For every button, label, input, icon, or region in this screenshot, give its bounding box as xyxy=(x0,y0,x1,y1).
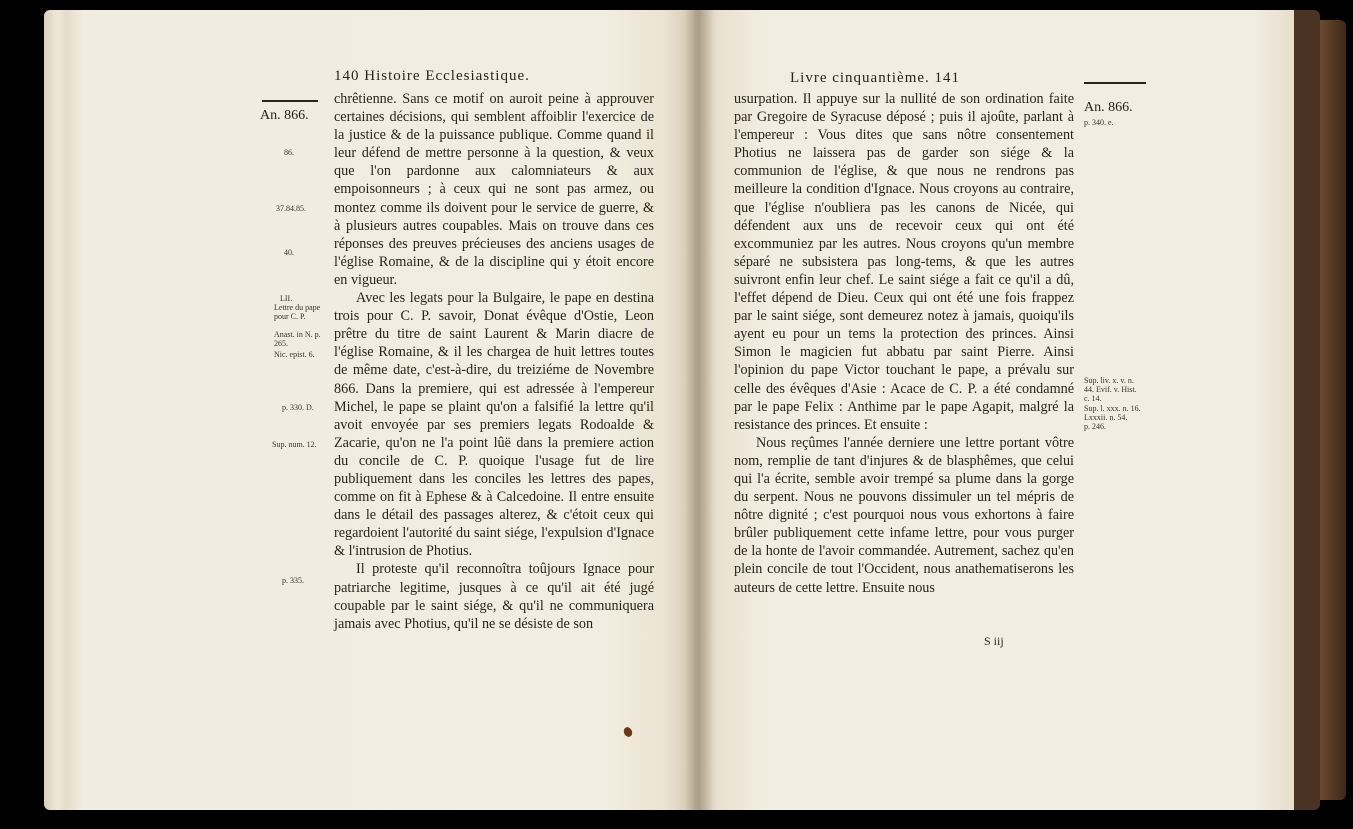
left-margin-note: p. 330. D. xyxy=(282,403,314,412)
right-paragraph: usurpation. Il appuye sur la nullité de son ordination faite par Gregoire de Syracuse déposé ; puis il ajoûte, parlant à l'empereur : Vous dites que sans nôtre consentement Photius ne laissera pas de garder son siége & la communion de l'église, & que nous ne rendrons pas meilleure la condition d'Ignace. Nous croyons au contraire, que l'église n'oubliera pas les canons de Nicée, qui défendent aux uns de recevoir ceux qui ont été excommuniez par les autres. Nous croyons qu'un membre séparé ne subsistera pas long-tems, & que les autres suivront enfin leur chef. Le saint siége a fait ce qu'il a dû, l'effet dépend de Dieu. Ceux qui ont été une fois frappez par le saint siége, sont demeurez notez à jamais, quoiqu'ils ayent eu pour un tems la protection des princes. Ainsi Simon le magicien fut abbatu par saint Pierre. Ainsi l'opinion du pape Victor touchant le pape, a prévalu sur celle des évêques d'Asie : Acace de C. P. a été condamné par le pape Felix : Anthime par le pape Agapit, malgré la resistance des princes. Et ensuite : xyxy=(734,91,1074,433)
right-margin-note: Sup. liv. x. v. n. 44. Evif. v. Hist. c. 14. xyxy=(1084,376,1137,403)
left-margin-note: Anast. in N. p. 265. xyxy=(274,330,321,348)
right-margin-note: Sup. l. xxx. n. 16. xyxy=(1084,404,1141,413)
left-page-header: 140 Histoire Ecclesiastique. xyxy=(334,68,530,84)
open-book xyxy=(44,10,1320,810)
left-margin-note: 86. xyxy=(284,148,294,157)
left-margin-note: 40. xyxy=(284,248,294,257)
left-header-rule xyxy=(262,100,318,102)
left-paragraph: Avec les legats pour la Bulgaire, le pape en destina trois pour C. P. savoir, Donat évêque d'Ostie, Leon prêtre du titre de saint Laurent & Marin diacre de l'église Romaine, & il les chargea de huit lettres toutes de même date, c'est-à-dire, du treiziéme de Novembre 866. Dans la premiere, qui est adressée à l'empereur Michel, le pape se plaint qu'on a falsifié la lettre qu'il avoit envoyée par ses premiers legats Rodoalde & Zacarie, qu'on ne l'a point lûë dans la premiere action du concile de C. P. quoique l'usage fut de lire publiquement dans les conciles les lettres des papes, comme on fit à Ephese & à Calcedoine. Il entre ensuite dans le détail des passages alterez, & c'étoit ceux qui regardoient l'autorité du saint siége, l'expulsion d'Ignace & l'intrusion de Photius. xyxy=(334,290,654,560)
left-margin-note: p. 335. xyxy=(282,576,304,585)
right-margin-note: p. 340. e. xyxy=(1084,118,1114,127)
left-page xyxy=(44,10,694,810)
right-page xyxy=(694,10,1294,810)
gutter-shadow xyxy=(684,10,714,810)
left-margin-note: 37.84.85. xyxy=(276,204,306,213)
right-body-text xyxy=(734,90,1074,597)
right-paragraph: Nous reçûmes l'année derniere une lettre portant vôtre nom, remplie de tant d'injures & de blasphêmes, que celui qui l'a écrite, semble avoir trempé sa plume dans la gorge du serpent. Nous ne pouvons dissimuler un tel mépris de nôtre dignité ; c'est pourquoi nous vous exhortons à faire brûler publiquement cette infame lettre, pour vous purger de la honte de l'avoir commandée. Autrement, sachez qu'en plein concile de tout l'Occident, nous anathematiserons les auteurs de cette lettre. Ensuite nous xyxy=(734,434,1074,596)
right-header-rule xyxy=(1084,82,1146,84)
right-annee: An. 866. xyxy=(1084,100,1133,115)
left-margin-note: Nic. epist. 6. xyxy=(274,350,315,359)
left-body-text xyxy=(334,90,654,633)
right-page-header: Livre cinquantième. 141 xyxy=(790,70,961,86)
right-margin-note: p. 246. xyxy=(1084,422,1106,431)
right-margin-note: Lxxxii. n. 54. xyxy=(1084,413,1128,422)
left-annee: An. 866. xyxy=(260,108,309,123)
signature-mark: S iij xyxy=(984,634,1004,648)
left-paragraph: Il proteste qu'il reconnoîtra toûjours Ignace pour patriarche legitime, jusques à ce qu'il ait été jugé coupable par le saint siége, & qu'il ne communiquera jamais avec Photius, qu'il ne se désiste de son xyxy=(334,561,654,632)
book-edge xyxy=(1320,20,1346,800)
left-margin-note: LII. xyxy=(280,294,293,303)
ink-stain xyxy=(622,726,633,738)
left-margin-note: Lettre du pape pour C. P. xyxy=(274,303,321,321)
left-margin-note: Sup. num. 12. xyxy=(272,440,317,449)
left-paragraph: chrêtienne. Sans ce motif on auroit peine à approuver certaines décisions, qui semblent affoiblir l'exercice de la justice & de la puissance publique. Comme quand il leur défend de mettre personne à la question, & veux que l'on pardonne aux calomniateurs & aux empoisonneurs ; à ceux qui ne sont pas armez, ou montez comme ils doivent pour le service de guerre, & à plusieurs autres coupables. Mais on trouve dans ces réponses des preuves précieuses des anciens usages de l'église Romaine, & de la discipline qui y étoit encore en vigueur. xyxy=(334,91,654,288)
